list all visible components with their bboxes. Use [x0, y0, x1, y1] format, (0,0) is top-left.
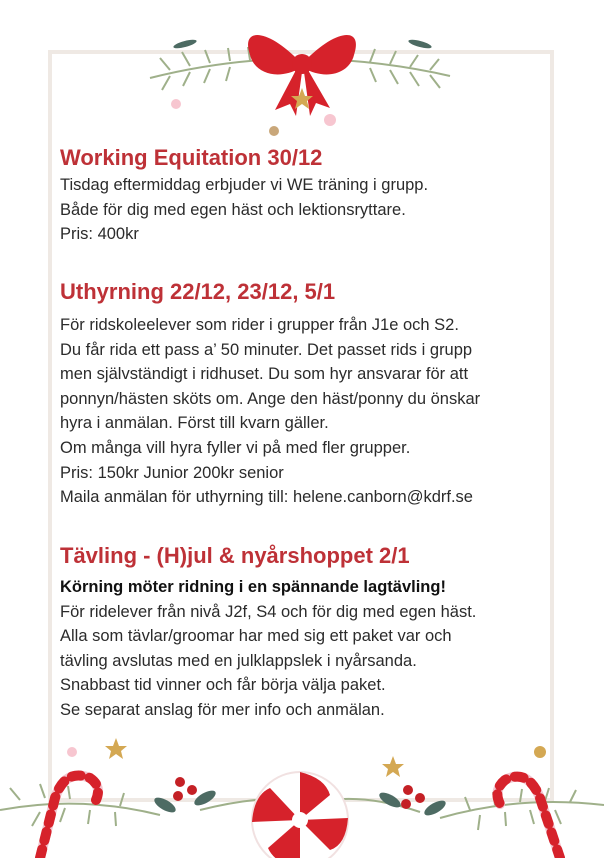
- text-line: Om många vill hyra fyller vi på med fler grupper.: [60, 438, 411, 457]
- text-line: För ridelever från nivå J2f, S4 och för dig med egen häst.: [60, 602, 477, 621]
- bold-text-line: Körning möter ridning i en spännande lagtävling!: [60, 578, 446, 596]
- email-line: Maila anmälan för uthyrning till: helene.canborn@kdrf.se: [60, 488, 473, 507]
- section-heading: Working Equitation 30/12: [60, 145, 323, 170]
- section-uthyrning: [60, 277, 480, 510]
- text-line: hyra i anmälan. Först till kvarn gäller.: [60, 414, 329, 433]
- text-line: Pris: 400kr: [60, 225, 139, 244]
- candy-decoration-icon: [0, 700, 604, 858]
- text-line: ponnyn/hästen sköts om. Ange den häst/ponny du önskar: [60, 389, 481, 408]
- text-line: Både för dig med egen häst och lektionsryttare.: [60, 200, 406, 219]
- text-line: tävling avslutas med en julklappslek i nyårsanda.: [60, 651, 417, 670]
- text-line: För ridskoleelever som rider i grupper från J1e och S2.: [60, 316, 459, 334]
- bow-decoration-icon: [0, 0, 604, 150]
- text-line: Du får rida ett pass a’ 50 minuter. Det passet rids i grupp: [60, 340, 473, 359]
- section-heading: Uthyrning 22/12, 23/12, 5/1: [60, 279, 336, 304]
- section-working-equitation: [60, 143, 428, 247]
- text-line: Se separat anslag för mer info och anmälan.: [60, 700, 385, 719]
- text-line: Pris: 150kr Junior 200kr senior: [60, 463, 284, 482]
- text-line: Alla som tävlar/groomar har med sig ett paket var och: [60, 627, 452, 646]
- text-line: Tisdag eftermiddag erbjuder vi WE träning i grupp.: [60, 176, 429, 194]
- text-line: Snabbast tid vinner och får börja välja paket.: [60, 676, 386, 695]
- text-line: men självständigt i ridhuset. Du som hyr ansvarar för att: [60, 365, 469, 384]
- section-heading: Tävling - (H)jul & nyårshoppet 2/1: [60, 543, 410, 568]
- section-tavling: [60, 541, 476, 723]
